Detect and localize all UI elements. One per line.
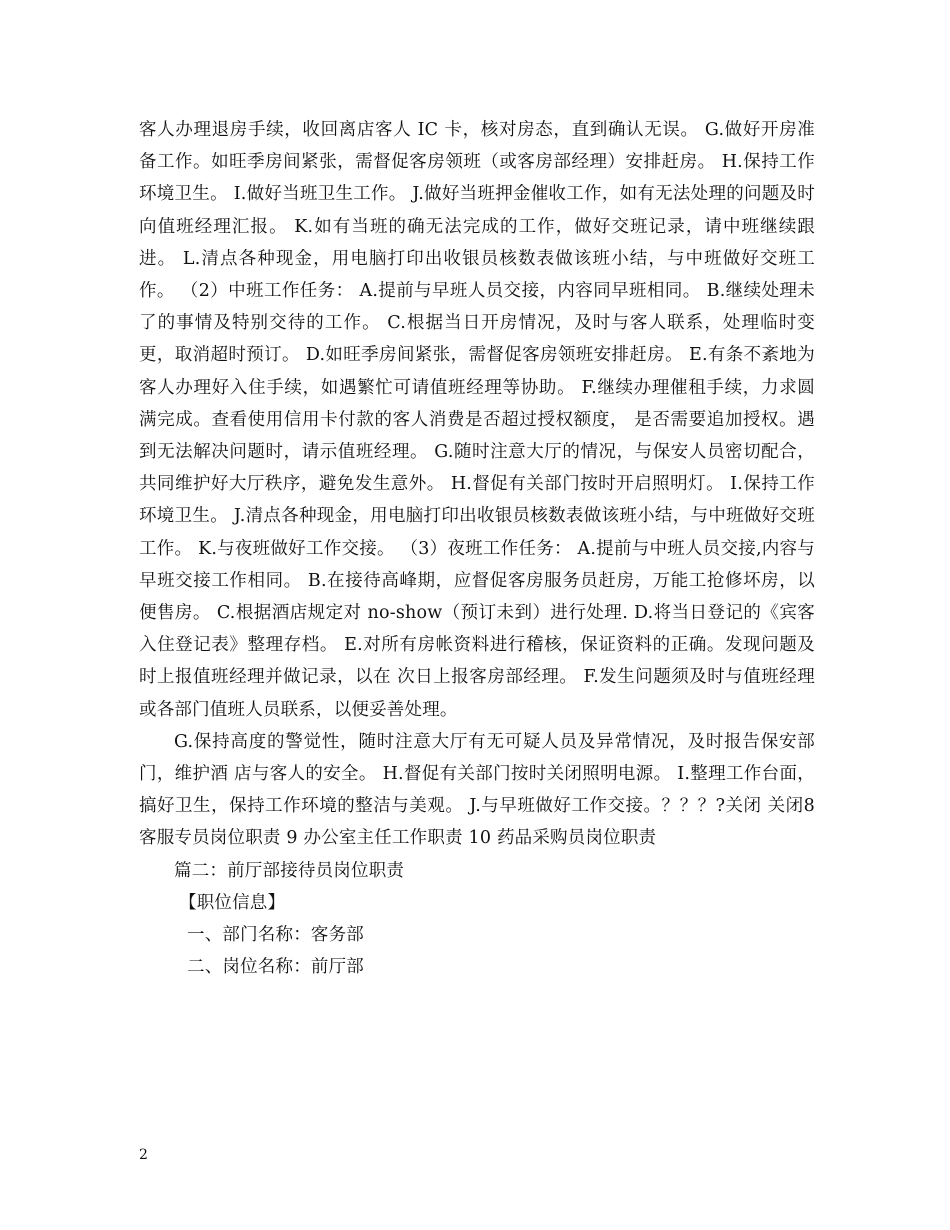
page-number: 2 <box>139 1147 148 1163</box>
info-line-position: 二、岗位名称：前厅部 <box>187 957 364 978</box>
body-paragraph: 客人办理退房手续，收回离店客人 IC 卡，核对房态，直到确认无误。 G.做好开房准备工作。如旺季房间紧张，需督促客房领班（或客房部经理）安排赶房。 H.保持工作环境卫生。 I.做好当班卫生工作。 J.做好当班押金催收工作，如有无法处理的问题及时向值班经理汇报。 K.如有当班的确无法完成的工作，做好交班记录，请中班继续跟进。 L.清点各种现金，用电脑打印出收银员核数表做该班小结，与中班做好交班工作。 （2）中班工作任务： A.提前与早班人员交接，内容同早班相同。 B.继续处理未了的事情及特别交待的工作。 C.根据当日开房情况，及时与客人联系，处理临时变更，取消超时预订。 D.如旺季房间紧张，需督促客房领班安排赶房。 E.有条不紊地为客人办理好入住手续，如遇繁忙可请值班经理等协助。 F.继续办理催租手续，力求圆满完成。查看使用信用卡付款的客人消费是否超过授权额度， 是否需要追加授权。遇到无法解决问题时，请示值班经理。 G.随时注意大厅的情况，与保安人员密切配合，共同维护好大厅秩序，避免发生意外。 H.督促有关部门按时开启照明灯。 I.保持工作环境卫生。 J.清点各种现金，用电脑打印出收银员核数表做该班小结，与中班做好交班工作。 K.与夜班做好工作交接。 （3）夜班工作任务： A.提前与中班人员交接,内容与早班交接工作相同。 B.在接待高峰期，应督促客房服务员赶房，万能工抢修坏房，以便售房。 C.根据酒店规定对 no-show（预订未到）进行处理. D.将当日登记的《宾客入住登记表》整理存档。 E.对所有房帐资料进行稽核，保证资料的正确。发现问题及时上报值班经理并做记录，以在 次日上报客房部经理。 F.发生问题须及时与值班经理或各部门值班人员联系，以便妥善处理。 <box>139 120 815 720</box>
body-paragraph: G.保持高度的警觉性，随时注意大厅有无可疑人员及异常情况，及时报告保安部门，维护酒 店与客人的安全。 H.督促有关部门按时关闭照明电源。 I.整理工作台面，搞好卫生，保持工作环境的整洁与美观。 J.与早班做好工作交接。？？？?关闭 关闭8 客服专员岗位职责 9 办公室主任工作职责 10 药品采购员岗位职责 <box>139 731 815 849</box>
section-heading: 篇二：前厅部接待员岗位职责 <box>174 860 405 881</box>
document-body <box>139 114 815 983</box>
section-subheading: 【职位信息】 <box>179 892 286 913</box>
info-line-department: 一、部门名称：客务部 <box>187 925 364 946</box>
